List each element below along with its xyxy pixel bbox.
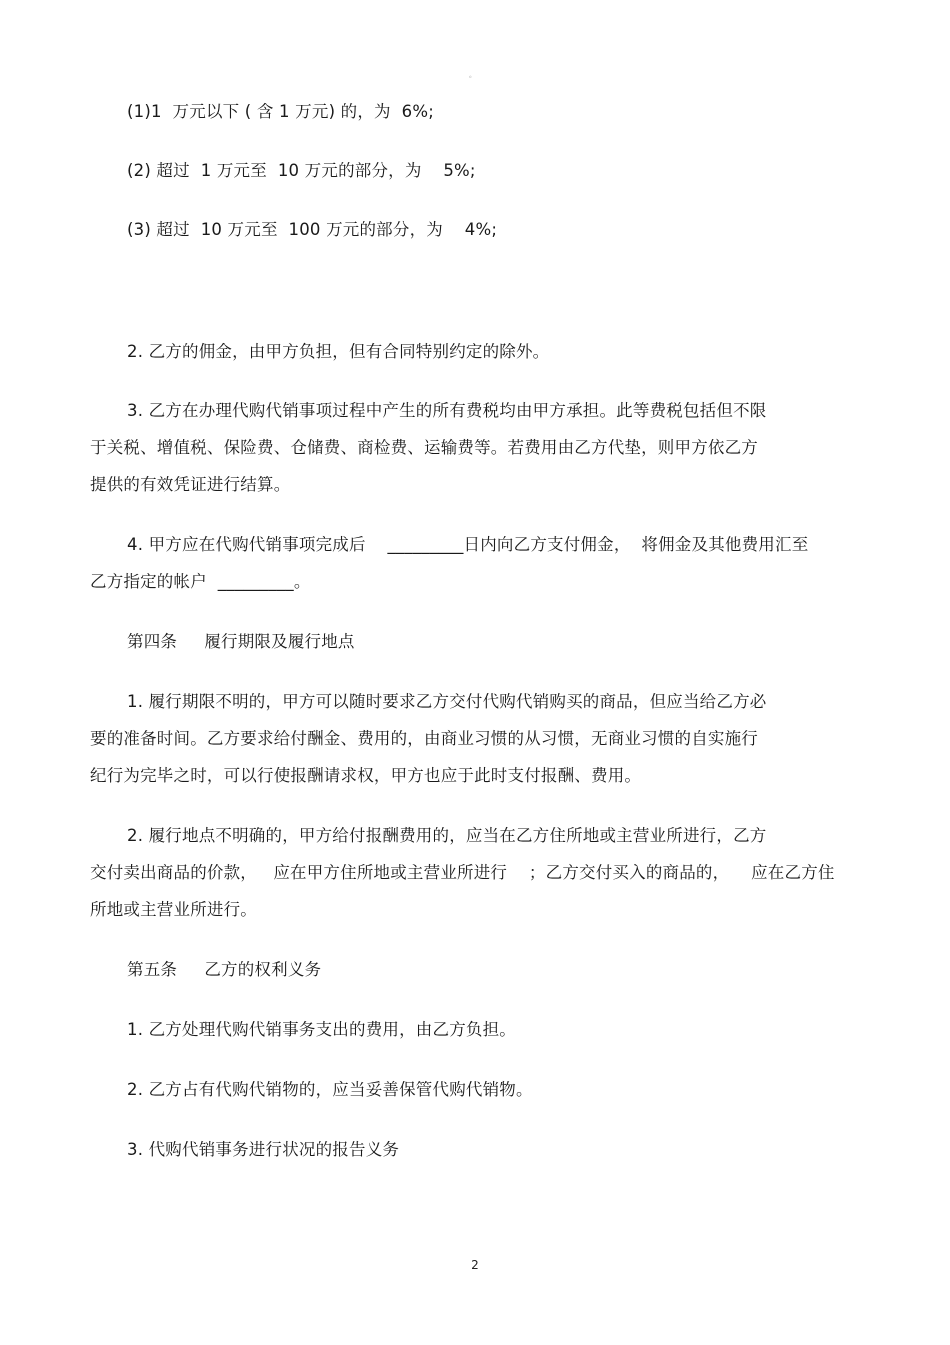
page-number: 2 xyxy=(471,1258,479,1272)
clause-4-1-line-3: 纪行为完毕之时，可以行使报酬请求权，甲方也应于此时支付报酬、费用。 xyxy=(90,766,642,785)
clause-4-2-line-1: 2. 履行地点不明确的，甲方给付报酬费用的，应当在乙方住所地或主营业所进行，乙方 xyxy=(127,826,767,845)
clause-5-2: 2. 乙方占有代购代销物的，应当妥善保管代购代销物。 xyxy=(127,1080,533,1099)
rate-item-1: (1)1 万元以下 ( 含 1 万元) 的，为 6%; xyxy=(127,102,434,121)
clause-5-3: 3. 代购代销事务进行状况的报告义务 xyxy=(127,1140,400,1159)
article-5-heading: 第五条 乙方的权利义务 xyxy=(127,960,322,979)
clause-4-1-line-1: 1. 履行期限不明的，甲方可以随时要求乙方交付代购代销购买的商品，但应当给乙方必 xyxy=(127,692,767,711)
rate-item-2: (2) 超过 1 万元至 10 万元的部分，为 5%; xyxy=(127,161,476,180)
clause-3-3-line-2: 于关税、增值税、保险费、仓储费、商检费、运输费等。若费用由乙方代垫，则甲方依乙方 xyxy=(90,438,758,457)
top-mark: 。 xyxy=(469,71,476,79)
article-4-heading: 第四条 履行期限及履行地点 xyxy=(127,632,355,651)
clause-3-3-line-3: 提供的有效凭证进行结算。 xyxy=(90,475,291,494)
clause-4-2-line-3: 所地或主营业所进行。 xyxy=(90,900,257,919)
clause-3-4-line-2: 乙方指定的帐户 _________。 xyxy=(90,572,311,591)
clause-4-1-line-2: 要的准备时间。乙方要求给付酬金、费用的，由商业习惯的从习惯，无商业习惯的自实施行 xyxy=(90,729,758,748)
clause-3-3-line-1: 3. 乙方在办理代购代销事项过程中产生的所有费税均由甲方承担。此等费税包括但不限 xyxy=(127,401,767,420)
clause-3-2: 2. 乙方的佣金，由甲方负担，但有合同特别约定的除外。 xyxy=(127,342,550,361)
rate-item-3: (3) 超过 10 万元至 100 万元的部分，为 4%; xyxy=(127,220,498,239)
clause-5-1: 1. 乙方处理代购代销事务支出的费用，由乙方负担。 xyxy=(127,1020,516,1039)
clause-3-4-line-1: 4. 甲方应在代购代销事项完成后 _________日内向乙方支付佣金， 将佣金及其他费用汇至 xyxy=(127,535,809,554)
clause-4-2-line-2: 交付卖出商品的价款， 应在甲方住所地或主营业所进行 ；乙方交付买入的商品的， 应在乙方住 xyxy=(90,863,835,882)
